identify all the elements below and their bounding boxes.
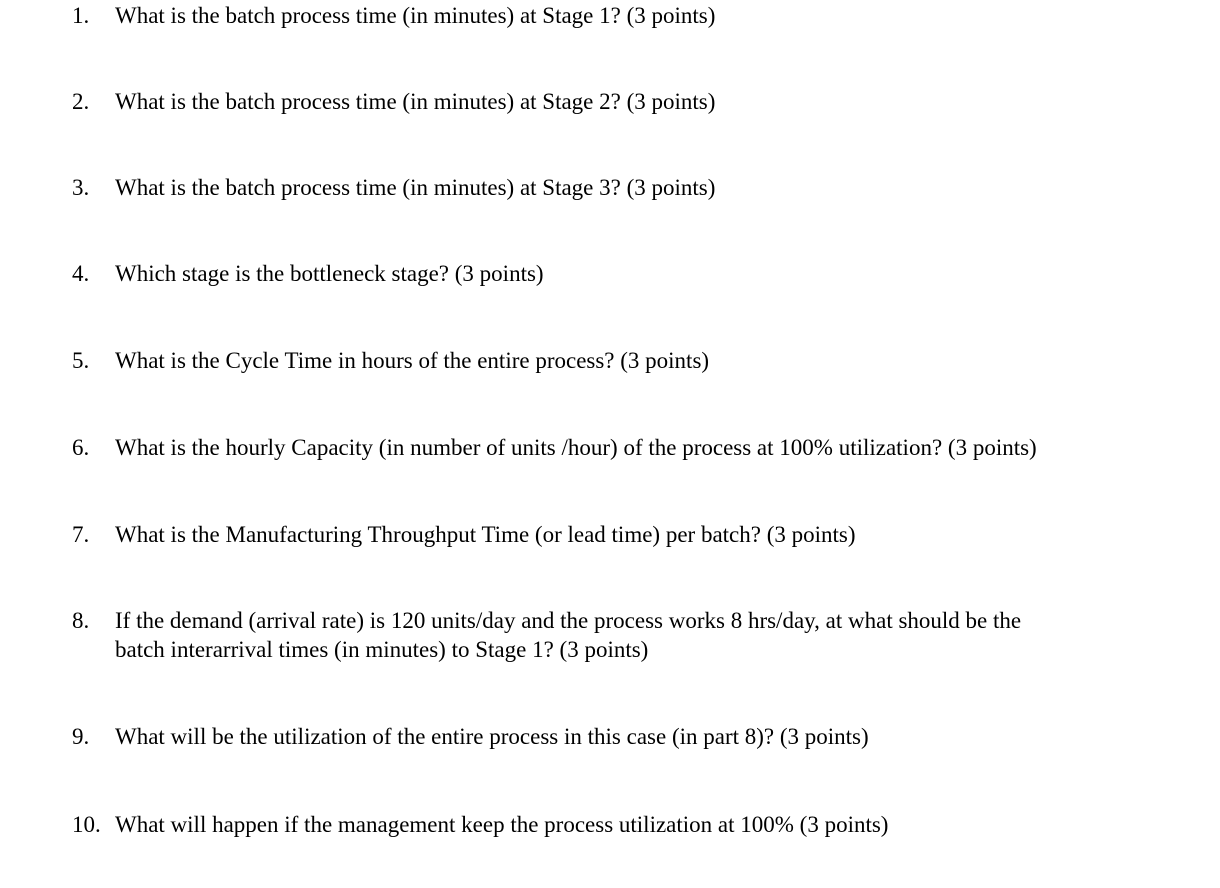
question-number: 6. [72, 435, 90, 460]
question-text-line-2: batch interarrival times (in minutes) to Stage 1? (3 points) [115, 637, 649, 662]
question-text-line-1: If the demand (arrival rate) is 120 units/day and the process works 8 hrs/day, at what should be the [115, 608, 1022, 633]
question-text: What will happen if the management keep the process utilization at 100% (3 points) [115, 812, 889, 837]
question-text: What is the Cycle Time in hours of the entire process? (3 points) [115, 348, 710, 373]
question-number: 4. [72, 261, 90, 286]
question-text: What will be the utilization of the entire process in this case (in part 8)? (3 points) [115, 724, 869, 749]
question-text: Which stage is the bottleneck stage? (3 points) [115, 261, 544, 286]
question-text: What is the batch process time (in minutes) at Stage 3? (3 points) [115, 175, 716, 200]
question-number: 8. [72, 608, 90, 633]
question-number: 10. [72, 812, 101, 837]
question-number: 9. [72, 724, 90, 749]
question-number: 7. [72, 522, 90, 547]
question-text: What is the Manufacturing Throughput Time (or lead time) per batch? (3 points) [115, 522, 856, 547]
question-text [115, 606, 1115, 664]
question-number: 2. [72, 89, 90, 114]
question-text: What is the batch process time (in minutes) at Stage 2? (3 points) [115, 89, 716, 114]
question-number: 5. [72, 348, 90, 373]
question-text: What is the hourly Capacity (in number of units /hour) of the process at 100% utilization? (3 points) [115, 435, 1037, 460]
question-number: 3. [72, 175, 90, 200]
question-number: 1. [72, 3, 90, 28]
question-text: What is the batch process time (in minutes) at Stage 1? (3 points) [115, 3, 716, 28]
